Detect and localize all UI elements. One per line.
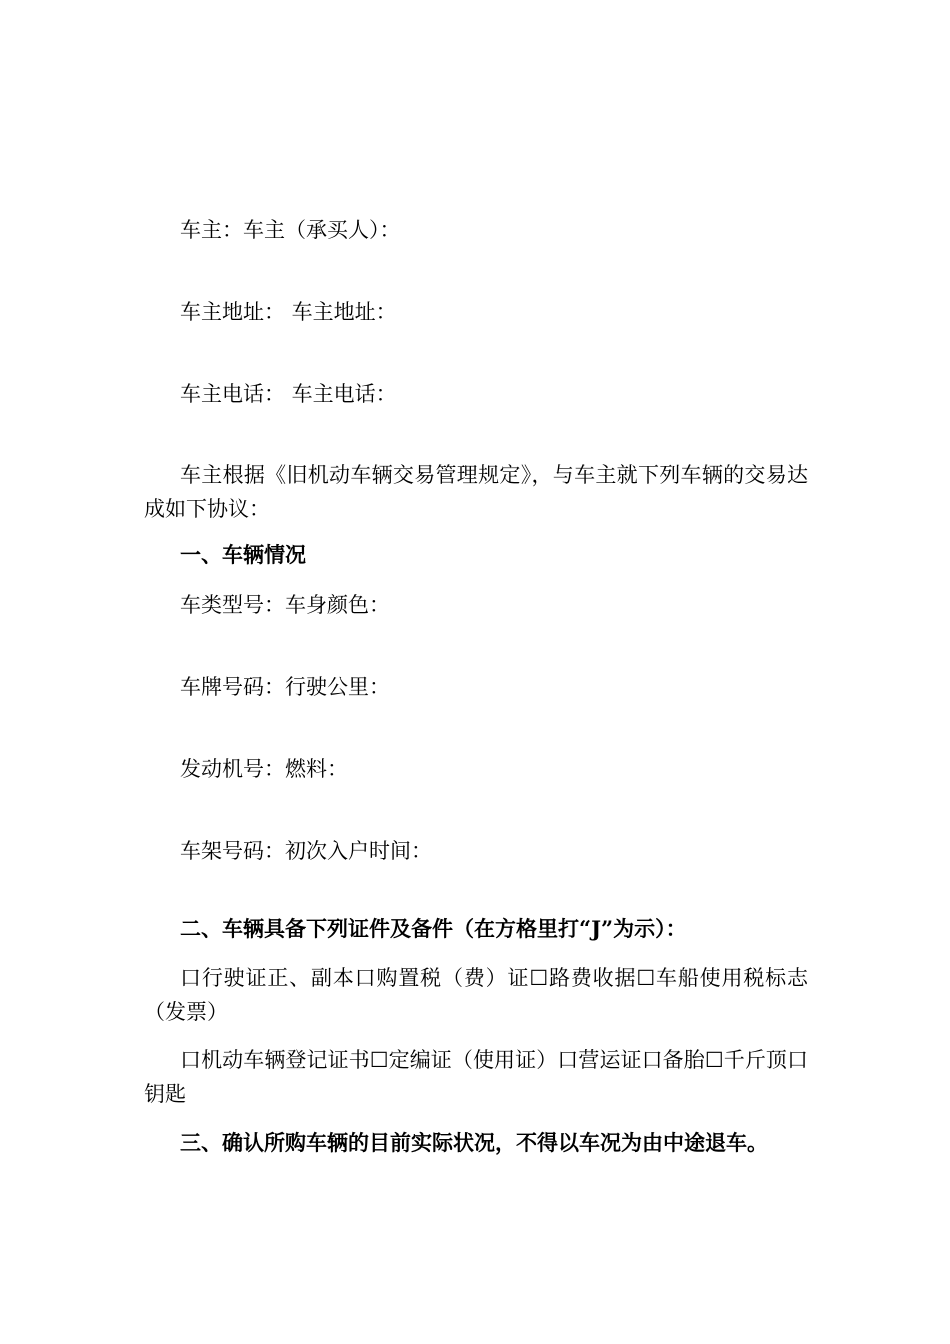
- field-vehicle-type-color: 车类型号：车身颜色：: [180, 593, 390, 617]
- field-engine-fuel: 发动机号：燃料：: [180, 757, 348, 781]
- owner-address-line: 车主地址： 车主地址：: [180, 300, 397, 324]
- documents-list-2: 口机动车辆登记证书☐定编证（使用证）口营运证口备胎☐千斤顶口钥匙: [144, 1048, 808, 1106]
- documents-list-1: 口行驶证正、副本口购置税（费）证☐路费收据☐车船使用税标志（发票）: [144, 966, 808, 1024]
- buyer-line: 车主：车主（承买人）：: [180, 218, 401, 242]
- field-frame-registration: 车架号码：初次入户时间：: [180, 839, 432, 863]
- owner-phone-line: 车主电话： 车主电话：: [180, 382, 397, 406]
- section2-heading: 二、车辆具备下列证件及备件（在方格里打“J”为示）：: [180, 916, 687, 941]
- field-plate-mileage: 车牌号码：行驶公里：: [180, 675, 390, 699]
- section3-heading: 三、确认所购车辆的目前实际状况，不得以车况为由中途退车。: [180, 1130, 768, 1155]
- section1-heading: 一、车辆情况: [180, 542, 306, 567]
- intro-paragraph: 车主根据《旧机动车辆交易管理规定》，与车主就下列车辆的交易达成如下协议：: [144, 463, 808, 521]
